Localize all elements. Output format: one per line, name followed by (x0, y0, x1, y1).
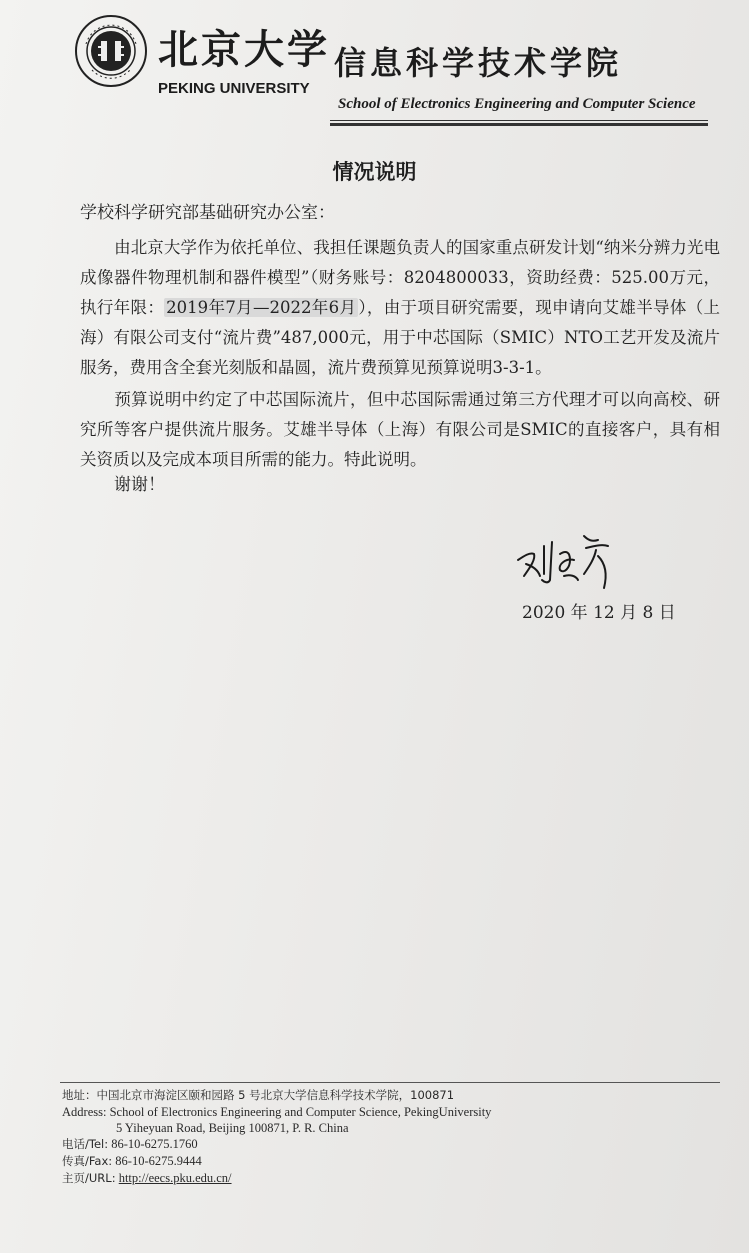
university-name-cn: 北京大学 (158, 26, 330, 73)
execution-period-highlight: 2019年7月—2022年6月 (166, 298, 357, 317)
footer-address-en (62, 1104, 491, 1120)
paragraph-2-text: 预算说明中约定了中芯国际流片，但中芯国际需通过第三方代理才可以向高校、研究所等客户提供流片服务。艾雄半导体（上海）有限公司是SMIC的直接客户，具有相关资质以及完成本项目所需的能力。特此说明。 (80, 390, 720, 469)
peking-university-seal-icon (74, 14, 148, 88)
letter-title: 情况说明 (332, 160, 417, 184)
url-label: 主页/URL: (62, 1171, 116, 1185)
footer-address-en-line-2: 5 Yiheyuan Road, Beijing 100871, P. R. China (116, 1121, 349, 1135)
footer-fax (62, 1153, 202, 1169)
address-cn-label: 地址： (62, 1088, 97, 1102)
footer-address-cn (62, 1087, 454, 1103)
school-name-en: School of Electronics Engineering and Computer Science (338, 96, 696, 112)
letter-date: 2020 年 12 月 8 日 (522, 603, 676, 623)
paragraph-1-part-b: ），由于项目研究需要，现申请向艾雄半导体（上海）有限公司支付“流片费”487,000元，用于中芯国际（SMIC）NTO工艺开发及流片服务，费用含全套光刻版和晶圆，流片费预算见预算说明3-3-1。 (80, 298, 721, 377)
paragraph-1-part-a: 由北京大学作为依托单位、我担任课题负责人的国家重点研发计划“纳米分辨力光电成像器件物理机制和器件模型”（财务账号：8204800033，资助经费：525.00万元，执行年限： (80, 238, 720, 317)
fax-label: 传真/Fax: (62, 1154, 113, 1168)
tel-value: 86-10-6275.1760 (111, 1137, 198, 1151)
tel-label: 电话/Tel: (62, 1137, 109, 1151)
footer-url (62, 1170, 232, 1186)
address-en-label: Address: (62, 1105, 107, 1119)
fax-value: 86-10-6275.9444 (115, 1154, 202, 1168)
salutation: 学校科学研究部基础研究办公室： (80, 203, 335, 223)
address-cn-value: 中国北京市海淀区颐和园路 5 号北京大学信息科学技术学院，100871 (96, 1088, 455, 1102)
school-name-cn: 信息科学技术学院 (334, 44, 623, 82)
university-name-en: PEKING UNIVERSITY (158, 80, 310, 97)
handwritten-signature (514, 530, 622, 594)
thanks-line: 谢谢！ (114, 475, 165, 495)
header-divider (330, 120, 708, 121)
footer-divider (60, 1082, 720, 1083)
address-en-line-1: School of Electronics Engineering and Computer Science, PekingUniversity (109, 1105, 492, 1119)
homepage-link[interactable]: http://eecs.pku.edu.cn/ (118, 1171, 232, 1185)
footer-tel (62, 1136, 198, 1152)
paragraph-2 (80, 385, 720, 475)
header-divider-thick (330, 123, 708, 126)
paragraph-1 (80, 233, 720, 383)
